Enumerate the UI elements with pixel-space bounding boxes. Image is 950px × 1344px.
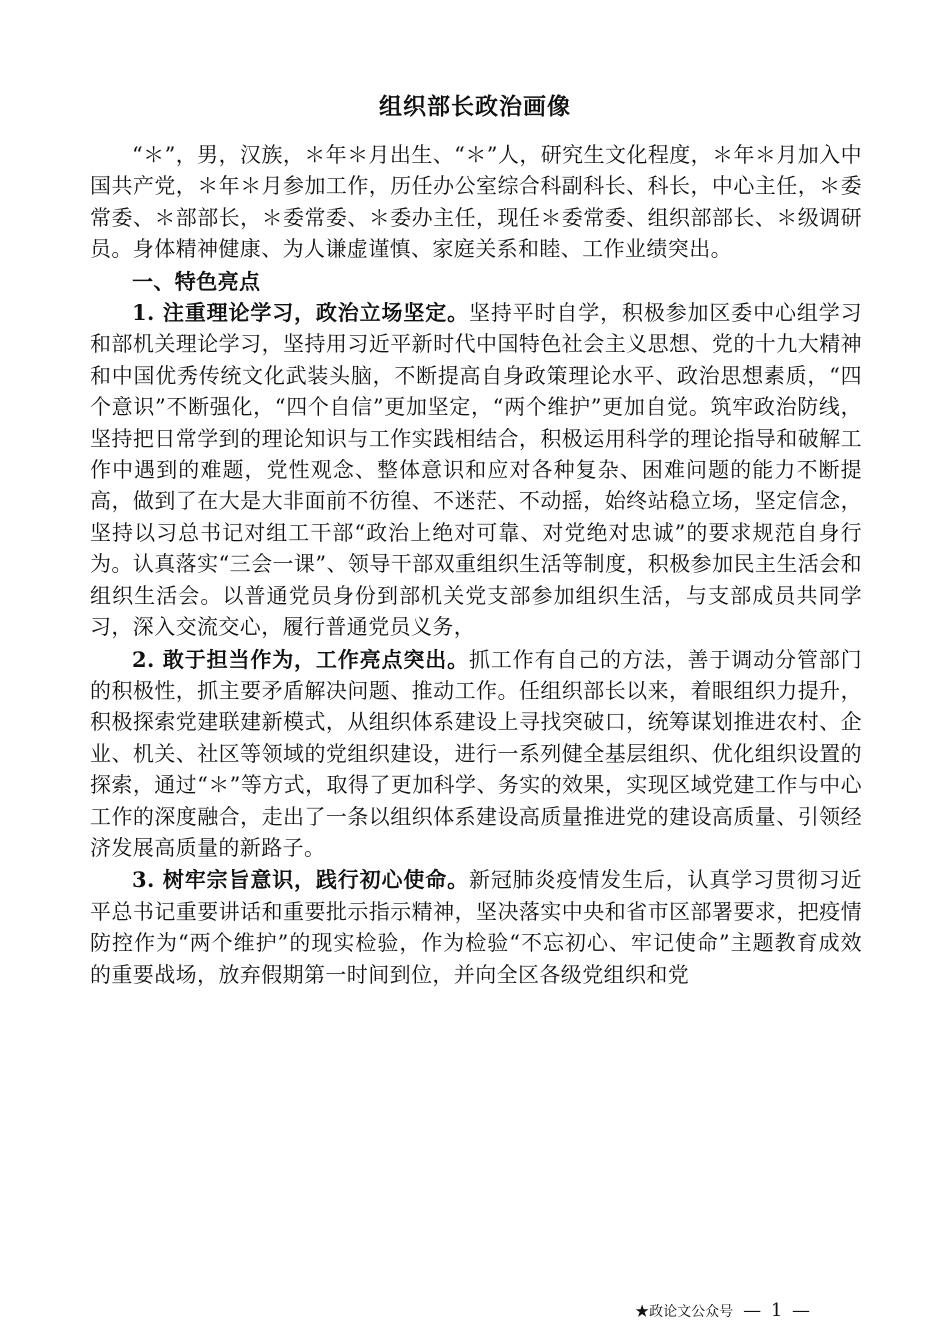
intro-paragraph: “＊”，男，汉族，＊年＊月出生、“＊”人，研究生文化程度，＊年＊月加入中国共产党，＊年＊月参加工作，历任办公室综合科副科长、科长，中心主任，＊委常委、＊部部长，＊委常委、＊委办主任，现任＊委常委、组织部部长、＊级调研员。身体精神健康、为人谦虚谨慎、家庭关系和睦、工作业绩突出。 — [90, 143, 862, 262]
item-paragraph-2 — [90, 644, 862, 865]
section-heading: 一、特色亮点 — [132, 268, 261, 294]
item-paragraph-3 — [90, 864, 862, 991]
document-title: 组织部长政治画像 — [379, 93, 571, 120]
item-text-1: 坚持平时自学，积极参加区委中心组学习和部机关理论学习，坚持用习近平新时代中国特色社会主义思想、党的十九大精神和中国优秀传统文化武装头脑，不断提高自身政策理论水平、政治思想素质，“四个意识”不断强化，“四个自信”更加坚定，“两个维护”更加自觉。筑牢政治防线，坚持把日常学到的理论知识与工作实践相结合，积极运用科学的理论指导和破解工作中遇到的难题，党性观念、整体意识和应对各种复杂、困难问题的能力不断提高，做到了在大是大非面前不彷徨、不迷茫、不动摇，始终站稳立场，坚定信念，坚持以习总书记对组工干部“政治上绝对可靠、对党绝对忠诚”的要求规范自身行为。认真落实“三会一课”、领导干部双重组织生活等制度，积极参加民主生活会和组织生活会。以普通党员身份到部机关党支部参加组织生活，与支部成员共同学习，深入交流交心，履行普通党员义务， — [90, 301, 862, 640]
item-paragraph-1 — [90, 297, 862, 643]
item-text-3: 新冠肺炎疫情发生后，认真学习贯彻习近平总书记重要讲话和重要批示指示精神，坚决落实中央和省市区部署要求，把疫情防控作为“两个维护”的现实检验，作为检验“不忘初心、牢记使命”主题教育成效的重要战场，放弃假期第一时间到位，并向全区各级党组织和党 — [90, 868, 862, 987]
item-lead-2: 2. 敢于担当作为，工作亮点突出。 — [132, 646, 469, 672]
footer-brand: ★政论文公众号 — [635, 1304, 734, 1320]
document-body — [90, 140, 862, 991]
item-text-2: 抓工作有自己的方法，善于调动分管部门的积极性，抓主要矛盾解决问题、推动工作。任组织部长以来，着眼组织力提升，积极探索党建联建新模式，从组织体系建设上寻找突破口，统筹谋划推进农村、企业、机关、社区等领域的党组织建设，进行一系列健全基层组织、优化组织设置的探索，通过“＊”等方式，取得了更加科学、务实的效果，实现区域党建工作与中心工作的深度融合，走出了一条以组织体系建设高质量推进党的建设高质量、引领经济发展高质量的新路子。 — [90, 647, 862, 860]
page-footer — [635, 1300, 812, 1321]
item-lead-3: 3. 树牢宗旨意识，践行初心使命。 — [132, 867, 469, 893]
item-lead-1: 1. 注重理论学习，政治立场坚定。 — [132, 300, 469, 326]
page-number: — 1 — — [743, 1300, 812, 1321]
